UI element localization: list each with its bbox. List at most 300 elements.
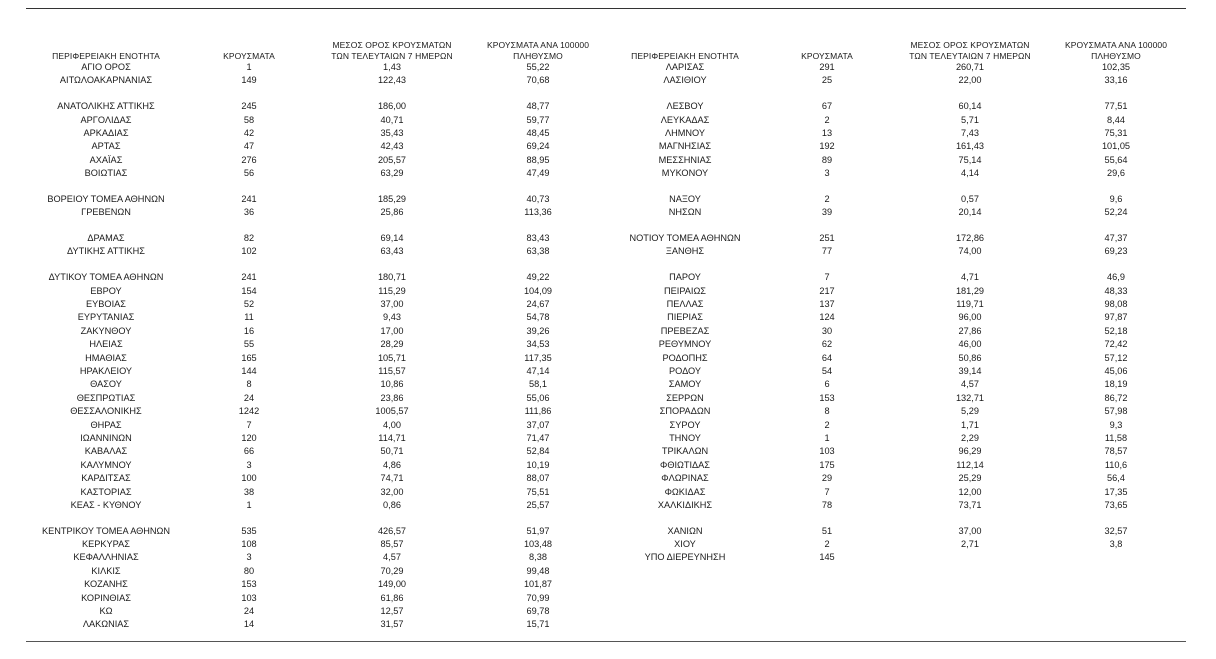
table-row	[610, 472, 1190, 485]
table-row	[26, 298, 616, 311]
spacer-row	[26, 512, 616, 524]
region-cell: ΠΕΛΛΑΣ	[666, 299, 704, 310]
right-table-body	[610, 61, 1190, 565]
cases-cell: 7	[246, 419, 252, 430]
table-row	[610, 392, 1190, 405]
per100k-cell: 24,67	[526, 299, 550, 310]
region-cell: ΣΠΟΡΑΔΩΝ	[659, 406, 711, 417]
cases-cell: 291	[819, 62, 835, 72]
per100k-cell: 8,38	[529, 552, 547, 563]
per100k-cell: 75,31	[1104, 127, 1128, 138]
avg7-cell: 31,57	[380, 619, 404, 630]
cases-cell: 66	[243, 446, 255, 457]
avg7-cell: 28,29	[380, 339, 404, 350]
table-row	[26, 206, 616, 219]
region-cell: ΚΙΛΚΙΣ	[91, 565, 121, 576]
region-cell: ΗΡΑΚΛΕΙΟΥ	[79, 365, 133, 376]
per100k-cell: 46,9	[1107, 272, 1125, 283]
header-region: ΠΕΡΙΦΕΡΕΙΑΚΗ ΕΝΟΤΗΤΑ	[52, 50, 160, 61]
avg7-cell: 186,00	[377, 101, 407, 112]
table-row	[26, 61, 616, 74]
avg7-cell: 132,71	[955, 392, 985, 403]
avg7-cell: 74,71	[380, 473, 404, 484]
region-cell: ΚΕΡΚΥΡΑΣ	[82, 539, 130, 550]
table-row	[610, 167, 1190, 180]
cases-cell: 103	[819, 446, 835, 457]
avg7-cell: 40,71	[380, 114, 404, 125]
region-cell: ΙΩΑΝΝΙΝΩΝ	[80, 432, 132, 443]
cases-cell: 2	[824, 539, 830, 550]
region-cell: ΑΙΤΩΛΟΑΚΑΡΝΑΝΙΑΣ	[59, 75, 153, 86]
table-row	[26, 445, 616, 458]
cases-cell: 108	[241, 539, 257, 550]
region-cell: ΘΕΣΣΑΛΟΝΙΚΗΣ	[70, 406, 142, 417]
region-cell: ΛΑΣΙΘΙΟΥ	[663, 75, 707, 86]
per100k-cell: 11,58	[1104, 432, 1128, 443]
cases-cell: 13	[821, 127, 833, 138]
per100k-cell: 110,6	[1104, 459, 1128, 470]
avg7-cell: 75,14	[958, 154, 982, 165]
header-region: ΠΕΡΙΦΕΡΕΙΑΚΗ ΕΝΟΤΗΤΑ	[631, 50, 739, 61]
cases-cell: 1	[246, 499, 252, 510]
region-cell: ΚΑΣΤΟΡΙΑΣ	[80, 486, 132, 497]
header-per100k: ΚΡΟΥΣΜΑΤΑ ΑΝΑ 100000 ΠΛΗΘΥΣΜΟ	[1064, 40, 1168, 61]
region-cell: ΧΙΟΥ	[674, 539, 696, 550]
per100k-cell: 86,72	[1104, 392, 1128, 403]
spacer-row	[26, 88, 616, 100]
per100k-cell: 78,57	[1104, 446, 1128, 457]
region-cell: ΕΒΡΟΥ	[90, 285, 122, 296]
cases-cell: 11	[244, 312, 254, 323]
region-cell: ΛΗΜΝΟΥ	[664, 127, 706, 138]
avg7-cell: 205,57	[377, 154, 407, 165]
avg7-cell: 1,71	[961, 419, 979, 430]
right-table	[610, 34, 1190, 565]
region-cell: ΔΡΑΜΑΣ	[87, 233, 125, 244]
per100k-cell: 48,33	[1104, 285, 1128, 296]
cases-cell: 55	[243, 339, 255, 350]
table-row	[610, 338, 1190, 351]
per100k-cell: 113,36	[524, 207, 552, 218]
per100k-cell: 52,24	[1104, 207, 1128, 218]
table-row	[26, 311, 616, 324]
table-row	[26, 140, 616, 153]
table-row	[610, 206, 1190, 219]
table-row	[26, 499, 616, 512]
region-cell: ΝΑΞΟΥ	[669, 193, 701, 204]
left-table-header	[26, 34, 616, 61]
cases-cell: 58	[243, 114, 255, 125]
per100k-cell: 25,57	[526, 499, 550, 510]
region-cell: ΔΥΤΙΚΗΣ ΑΤΤΙΚΗΣ	[67, 246, 145, 257]
avg7-cell: 105,71	[377, 352, 407, 363]
per100k-cell: 45,06	[1104, 365, 1128, 376]
avg7-cell: 42,43	[380, 141, 404, 152]
table-row	[26, 525, 616, 538]
region-cell: ΦΘΙΩΤΙΔΑΣ	[659, 459, 710, 470]
per100k-cell: 15,71	[526, 619, 550, 630]
avg7-cell: 69,14	[380, 233, 404, 244]
table-row	[610, 432, 1190, 445]
cases-cell: 102	[241, 246, 257, 257]
cases-cell: 2	[824, 114, 830, 125]
per100k-cell: 73,65	[1104, 499, 1128, 510]
region-cell: ΛΑΚΩΝΙΑΣ	[82, 619, 130, 630]
table-row	[26, 486, 616, 499]
avg7-cell: 20,14	[958, 207, 982, 218]
avg7-cell: 122,43	[377, 75, 407, 86]
avg7-cell: 27,86	[958, 325, 982, 336]
cases-cell: 39	[821, 207, 833, 218]
table-row	[26, 114, 616, 127]
per100k-cell: 47,49	[526, 168, 550, 179]
per100k-cell: 97,87	[1104, 312, 1128, 323]
table-row	[26, 592, 616, 605]
cases-cell: 38	[243, 486, 255, 497]
table-row	[610, 140, 1190, 153]
table-row	[610, 74, 1190, 87]
cases-cell: 165	[241, 352, 257, 363]
avg7-cell: 4,86	[383, 459, 401, 470]
spacer-row	[26, 259, 616, 271]
table-row	[26, 100, 616, 113]
right-table-header	[610, 34, 1190, 61]
cases-cell: 82	[243, 233, 255, 244]
avg7-cell: 73,71	[958, 499, 982, 510]
per100k-cell: 37,07	[526, 419, 550, 430]
avg7-cell: 2,71	[961, 539, 979, 550]
per100k-cell: 72,42	[1104, 339, 1128, 350]
table-row	[26, 605, 616, 618]
region-cell: ΑΡΤΑΣ	[91, 141, 121, 152]
cases-cell: 16	[243, 325, 255, 336]
per100k-cell: 3,8	[1109, 539, 1123, 550]
table-row	[26, 193, 616, 206]
table-row	[26, 459, 616, 472]
cases-cell: 3	[246, 459, 252, 470]
cases-cell: 103	[241, 592, 257, 603]
avg7-cell: 185,29	[377, 193, 407, 204]
region-cell: ΚΑΒΑΛΑΣ	[84, 446, 128, 457]
cases-cell: 3	[824, 168, 830, 179]
cases-cell: 1242	[238, 406, 260, 417]
cases-cell: 29	[821, 473, 833, 484]
avg7-cell: 12,00	[958, 486, 982, 497]
avg7-cell: 1,43	[383, 62, 401, 72]
cases-cell: 149	[241, 75, 257, 86]
cases-cell: 77	[821, 246, 833, 257]
region-cell: ΛΕΣΒΟΥ	[666, 101, 704, 112]
cases-cell: 153	[241, 579, 257, 590]
table-row	[610, 311, 1190, 324]
avg7-cell: 149,00	[377, 579, 407, 590]
cases-cell: 1	[246, 62, 252, 72]
table-row	[26, 325, 616, 338]
region-cell: ΞΑΝΘΗΣ	[665, 246, 705, 257]
cases-cell: 78	[821, 499, 833, 510]
table-row	[610, 445, 1190, 458]
avg7-cell: 115,57	[378, 365, 406, 376]
region-cell: ΦΩΚΙΔΑΣ	[664, 486, 706, 497]
avg7-cell: 112,14	[956, 459, 984, 470]
table-row	[610, 285, 1190, 298]
per100k-cell: 52,84	[526, 446, 550, 457]
table-row	[26, 127, 616, 140]
table-row	[610, 114, 1190, 127]
cases-cell: 241	[241, 272, 257, 283]
table-row	[26, 167, 616, 180]
region-cell: ΚΕΑΣ - ΚΥΘΝΟΥ	[70, 499, 142, 510]
avg7-cell: 0,86	[383, 499, 401, 510]
table-row	[26, 618, 616, 631]
table-row	[610, 419, 1190, 432]
region-cell: ΠΕΙΡΑΙΩΣ	[664, 285, 706, 296]
table-row	[26, 565, 616, 578]
table-row	[610, 325, 1190, 338]
avg7-cell: 39,14	[958, 365, 982, 376]
per100k-cell: 40,73	[526, 193, 550, 204]
per100k-cell: 56,4	[1107, 473, 1125, 484]
table-row	[610, 459, 1190, 472]
header-cases: ΚΡΟΥΣΜΑΤΑ	[223, 50, 275, 61]
bottom-rule	[26, 641, 1186, 642]
avg7-cell: 5,71	[961, 114, 979, 125]
per100k-cell: 49,22	[526, 272, 550, 283]
cases-cell: 175	[819, 459, 835, 470]
avg7-cell: 60,14	[958, 101, 982, 112]
cases-cell: 67	[821, 101, 833, 112]
table-row	[610, 525, 1190, 538]
per100k-cell: 55,06	[526, 392, 550, 403]
per100k-cell: 70,68	[526, 75, 550, 86]
cases-cell: 52	[243, 299, 255, 310]
region-cell: ΜΥΚΟΝΟΥ	[661, 168, 709, 179]
cases-cell: 89	[821, 154, 833, 165]
region-cell: ΝΟΤΙΟΥ ΤΟΜΕΑ ΑΘΗΝΩΝ	[629, 233, 741, 244]
table-row	[26, 538, 616, 551]
cases-cell: 64	[821, 352, 833, 363]
table-row	[610, 127, 1190, 140]
region-cell: ΚΩ	[99, 606, 113, 617]
per100k-cell: 103,48	[523, 539, 553, 550]
table-row	[610, 100, 1190, 113]
cases-cell: 7	[824, 486, 830, 497]
table-row	[26, 338, 616, 351]
region-cell: ΡΟΔΟΥ	[668, 365, 701, 376]
per100k-cell: 101,05	[1101, 141, 1131, 152]
table-row	[610, 61, 1190, 74]
cases-cell: 241	[241, 193, 257, 204]
per100k-cell: 111,86	[524, 406, 552, 417]
table-row	[26, 392, 616, 405]
region-cell: ΠΑΡΟΥ	[669, 272, 701, 283]
avg7-cell: 426,57	[377, 525, 407, 536]
cases-cell: 192	[819, 141, 835, 152]
per100k-cell: 58,1	[529, 379, 547, 390]
table-row	[26, 74, 616, 87]
cases-cell: 36	[243, 207, 255, 218]
region-cell: ΛΕΥΚΑΔΑΣ	[660, 114, 710, 125]
avg7-cell: 22,00	[958, 75, 982, 86]
avg7-cell: 0,57	[961, 193, 979, 204]
avg7-cell: 37,00	[958, 525, 982, 536]
per100k-cell: 57,12	[1104, 352, 1128, 363]
per100k-cell: 59,77	[526, 114, 550, 125]
per100k-cell: 9,3	[1109, 419, 1123, 430]
table-row	[610, 271, 1190, 284]
table-row	[610, 551, 1190, 564]
table-row	[610, 154, 1190, 167]
cases-cell: 251	[819, 233, 835, 244]
table-row	[610, 365, 1190, 378]
table-row	[610, 538, 1190, 551]
avg7-cell: 35,43	[380, 127, 404, 138]
table-row	[26, 245, 616, 258]
spacer-row	[610, 220, 1190, 232]
avg7-cell: 7,43	[961, 127, 979, 138]
per100k-cell: 17,35	[1104, 486, 1128, 497]
per100k-cell: 9,6	[1109, 193, 1123, 204]
per100k-cell: 102,35	[1101, 62, 1131, 72]
cases-cell: 51	[821, 525, 833, 536]
per100k-cell: 99,48	[526, 565, 550, 576]
avg7-cell: 4,57	[383, 552, 401, 563]
table-row	[26, 551, 616, 564]
cases-cell: 276	[241, 154, 257, 165]
cases-cell: 145	[819, 552, 835, 563]
per100k-cell: 54,78	[526, 312, 550, 323]
per100k-cell: 101,87	[523, 579, 553, 590]
region-cell: ΦΛΩΡΙΝΑΣ	[661, 473, 709, 484]
region-cell: ΑΡΓΟΛΙΔΑΣ	[80, 114, 132, 125]
table-row	[610, 405, 1190, 418]
table-row	[610, 298, 1190, 311]
per100k-cell: 55,64	[1104, 154, 1128, 165]
per100k-cell: 69,78	[526, 606, 550, 617]
avg7-cell: 63,29	[380, 168, 404, 179]
cases-cell: 47	[243, 141, 255, 152]
region-cell: ΤΗΝΟΥ	[669, 432, 701, 443]
per100k-cell: 69,23	[1104, 246, 1128, 257]
avg7-cell: 10,86	[380, 379, 404, 390]
header-avg7: ΜΕΣΟΣ ΟΡΟΣ ΚΡΟΥΣΜΑΤΩΝ ΤΩΝ ΤΕΛΕΥΤΑΙΩΝ 7 ΗΜΕΡΩΝ	[909, 40, 1031, 61]
spacer-row	[610, 88, 1190, 100]
table-row	[610, 378, 1190, 391]
table-row	[610, 245, 1190, 258]
table-row	[26, 419, 616, 432]
cases-cell: 24	[243, 606, 255, 617]
table-row	[610, 193, 1190, 206]
avg7-cell: 25,86	[380, 207, 404, 218]
avg7-cell: 260,71	[955, 62, 985, 72]
per100k-cell: 39,26	[526, 325, 550, 336]
cases-cell: 62	[821, 339, 833, 350]
region-cell: ΕΥΡΥΤΑΝΙΑΣ	[77, 312, 135, 323]
per100k-cell: 83,43	[526, 233, 550, 244]
per100k-cell: 18,19	[1104, 379, 1128, 390]
avg7-cell: 32,00	[380, 486, 404, 497]
avg7-cell: 50,71	[380, 446, 404, 457]
avg7-cell: 9,43	[383, 312, 401, 323]
region-cell: ΚΟΖΑΝΗΣ	[84, 579, 128, 590]
region-cell: ΚΑΡΔΙΤΣΑΣ	[81, 473, 131, 484]
table-row	[610, 486, 1190, 499]
region-cell: ΓΡΕΒΕΝΩΝ	[81, 207, 131, 218]
per100k-cell: 48,45	[526, 127, 550, 138]
spacer-row	[610, 181, 1190, 193]
header-cases: ΚΡΟΥΣΜΑΤΑ	[801, 50, 853, 61]
per100k-cell: 75,51	[526, 486, 550, 497]
per100k-cell: 104,09	[523, 285, 553, 296]
avg7-cell: 4,00	[383, 419, 401, 430]
region-cell: ΒΟΙΩΤΙΑΣ	[84, 168, 128, 179]
region-cell: ΚΟΡΙΝΘΙΑΣ	[81, 592, 131, 603]
per100k-cell: 47,14	[526, 365, 550, 376]
cases-cell: 6	[824, 379, 830, 390]
avg7-cell: 4,14	[961, 168, 979, 179]
per100k-cell: 71,47	[526, 432, 550, 443]
cases-cell: 153	[819, 392, 835, 403]
region-cell: ΠΡΕΒΕΖΑΣ	[660, 325, 710, 336]
table-row	[610, 499, 1190, 512]
avg7-cell: 50,86	[958, 352, 982, 363]
region-cell: ΘΗΡΑΣ	[90, 419, 122, 430]
region-cell: ΜΑΓΝΗΣΙΑΣ	[658, 141, 712, 152]
cases-cell: 56	[243, 168, 255, 179]
region-cell: ΗΛΕΙΑΣ	[89, 339, 123, 350]
header-avg7: ΜΕΣΟΣ ΟΡΟΣ ΚΡΟΥΣΜΑΤΩΝ ΤΩΝ ΤΕΛΕΥΤΑΙΩΝ 7 ΗΜΕΡΩΝ	[331, 40, 453, 61]
cases-cell: 80	[243, 565, 255, 576]
avg7-cell: 115,29	[378, 285, 406, 296]
cases-cell: 25	[821, 75, 833, 86]
cases-cell: 245	[241, 101, 257, 112]
avg7-cell: 37,00	[380, 299, 404, 310]
region-cell: ΛΑΡΙΣΑΣ	[665, 62, 705, 72]
region-cell: ΤΡΙΚΑΛΩΝ	[661, 446, 709, 457]
per100k-cell: 51,97	[526, 525, 550, 536]
region-cell: ΧΑΝΙΩΝ	[667, 525, 703, 536]
per100k-cell: 77,51	[1104, 101, 1128, 112]
avg7-cell: 4,71	[961, 272, 979, 283]
left-table-body	[26, 61, 616, 632]
avg7-cell: 63,43	[380, 246, 404, 257]
cases-cell: 154	[241, 285, 257, 296]
cases-cell: 30	[821, 325, 833, 336]
per100k-cell: 69,24	[526, 141, 550, 152]
region-cell: ΒΟΡΕΙΟΥ ΤΟΜΕΑ ΑΘΗΝΩΝ	[47, 193, 165, 204]
avg7-cell: 161,43	[955, 141, 985, 152]
region-cell: ΚΑΛΥΜΝΟΥ	[80, 459, 132, 470]
region-cell: ΘΕΣΠΡΩΤΙΑΣ	[76, 392, 136, 403]
region-cell: ΣΑΜΟΥ	[668, 379, 702, 390]
cases-cell: 54	[821, 365, 833, 376]
per100k-cell: 88,95	[526, 154, 550, 165]
region-cell: ΑΝΑΤΟΛΙΚΗΣ ΑΤΤΙΚΗΣ	[57, 101, 155, 112]
cases-cell: 535	[241, 525, 257, 536]
cases-cell: 1	[824, 432, 830, 443]
avg7-cell: 25,29	[958, 473, 982, 484]
region-cell: ΑΧΑΪΑΣ	[89, 154, 123, 165]
spacer-row	[610, 512, 1190, 524]
table-row	[26, 271, 616, 284]
avg7-cell: 4,57	[961, 379, 979, 390]
region-cell: ΡΟΔΟΠΗΣ	[662, 352, 708, 363]
region-cell: ΑΓΙΟ ΟΡΟΣ	[81, 62, 131, 72]
region-cell: ΖΑΚΥΝΘΟΥ	[80, 325, 132, 336]
region-cell: ΑΡΚΑΔΙΑΣ	[83, 127, 129, 138]
avg7-cell: 2,29	[961, 432, 979, 443]
region-cell: ΚΕΦΑΛΛΗΝΙΑΣ	[73, 552, 139, 563]
